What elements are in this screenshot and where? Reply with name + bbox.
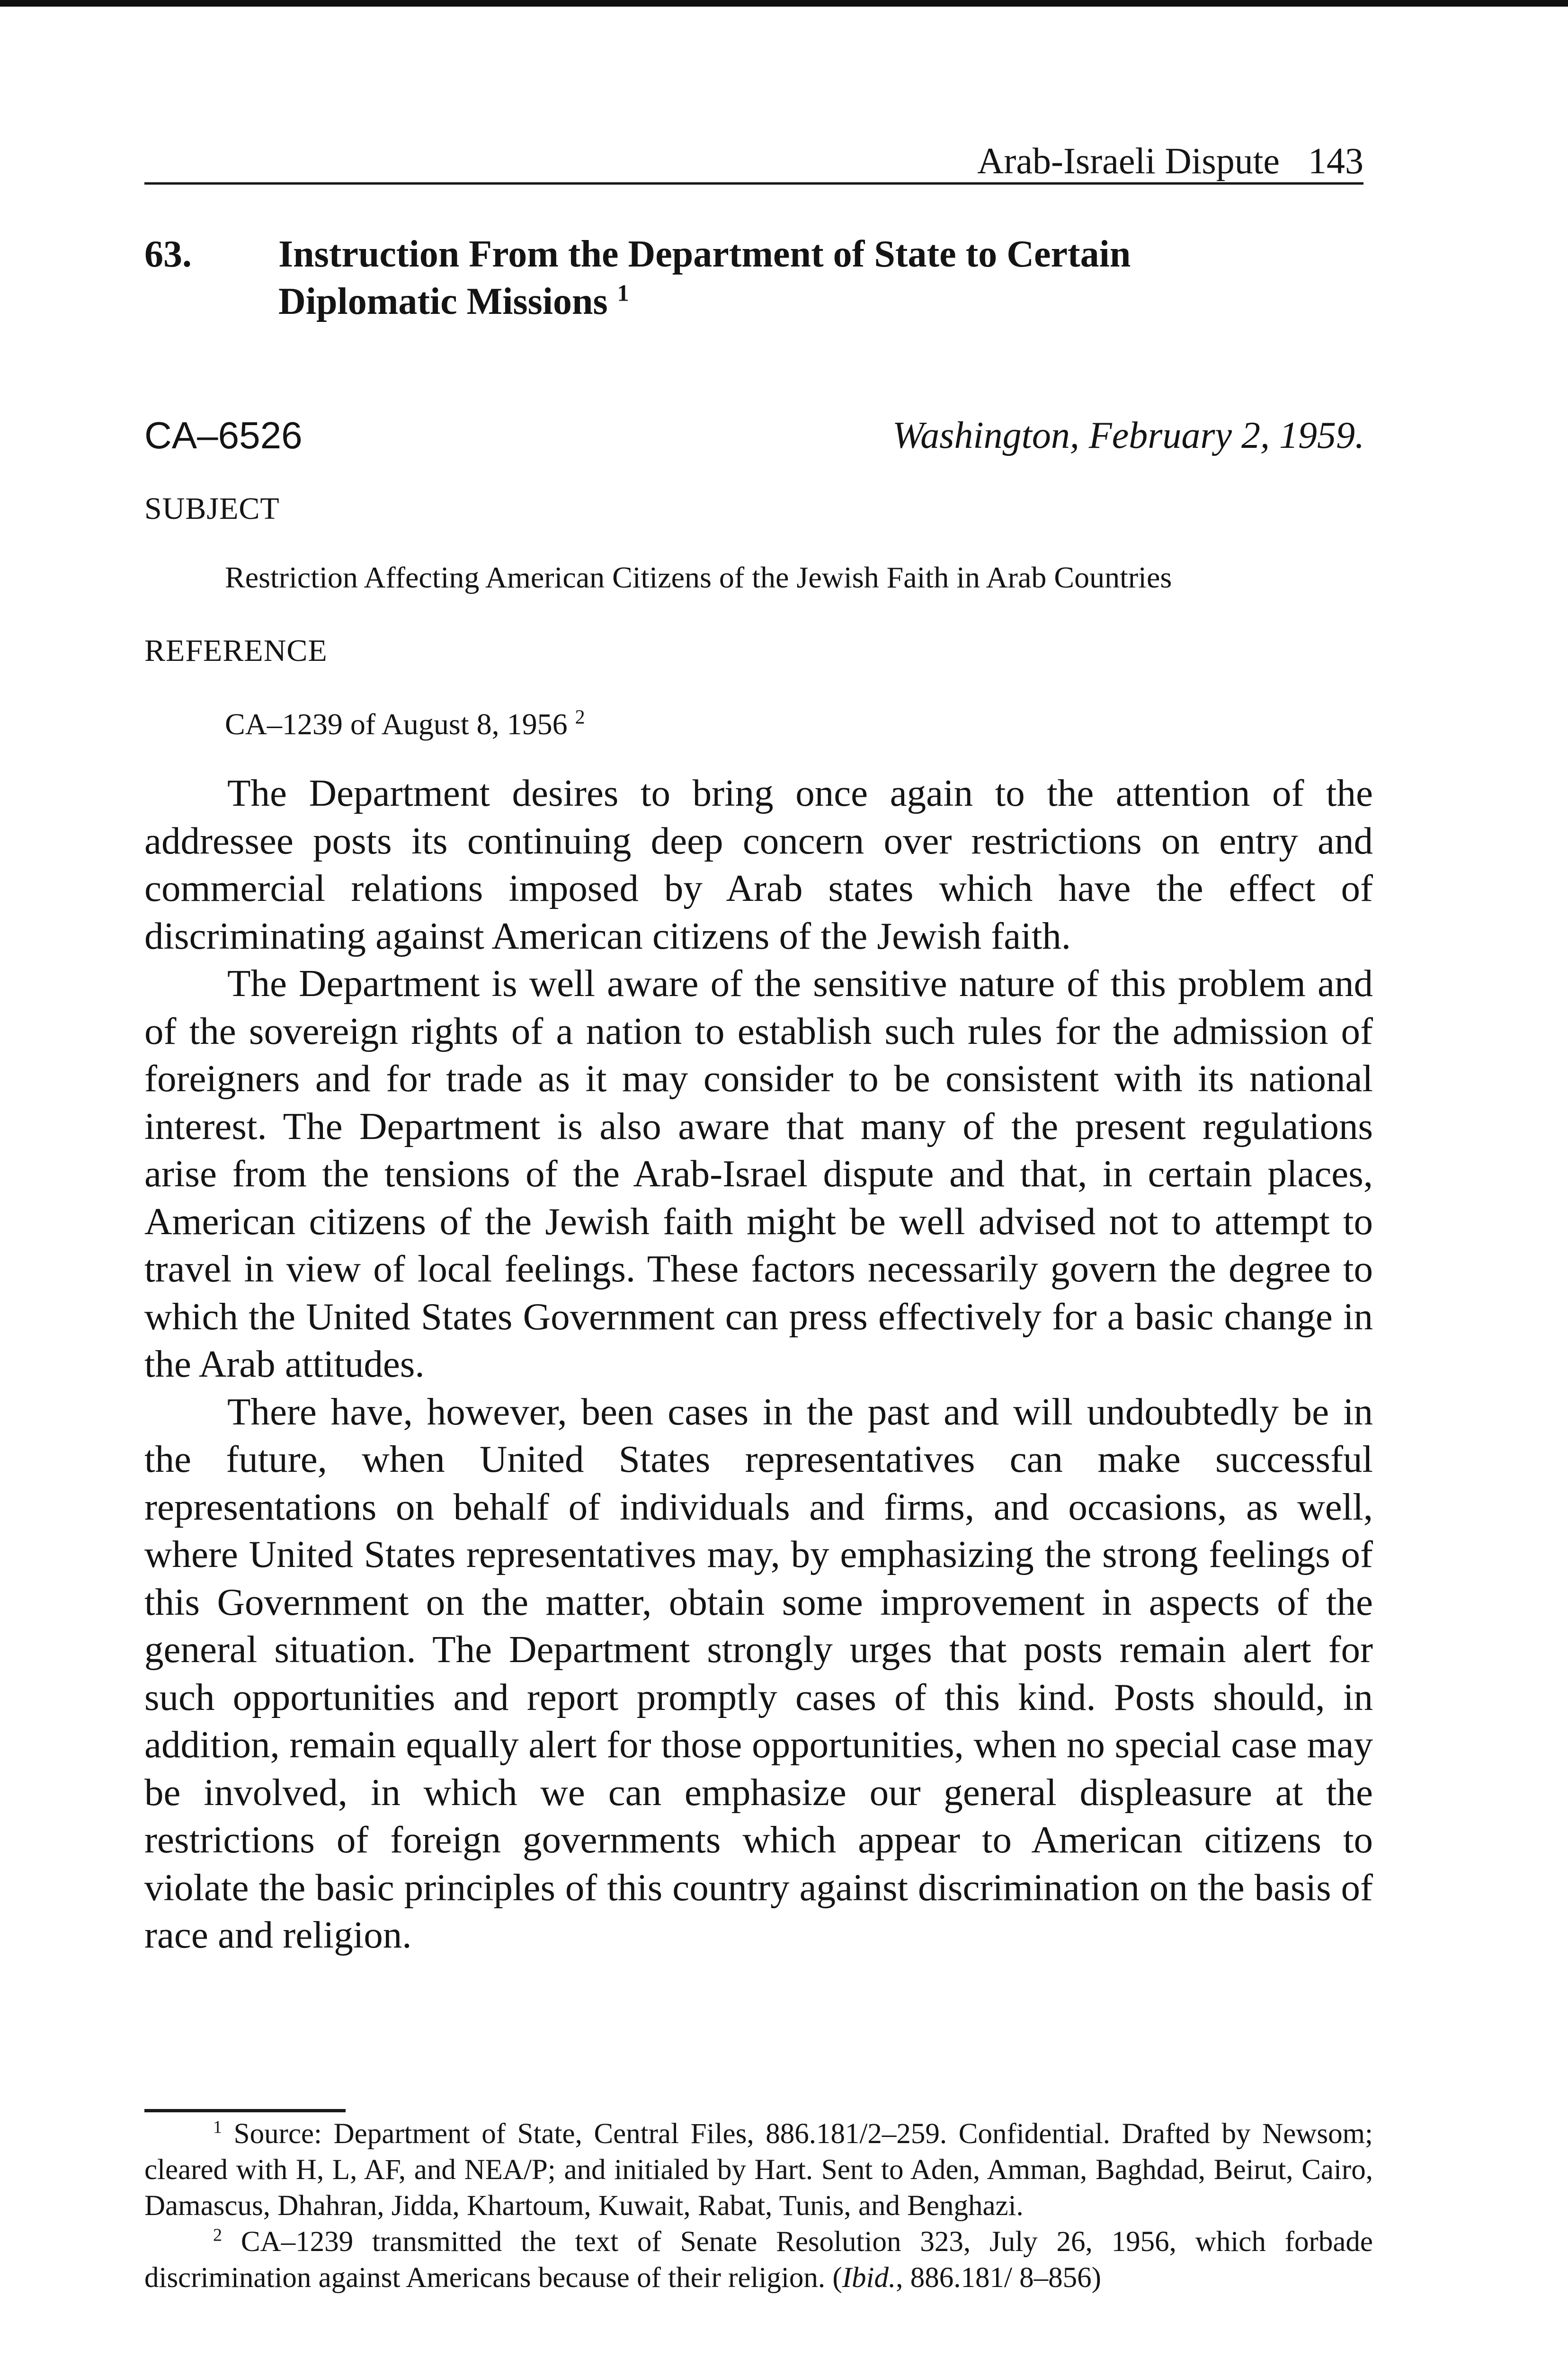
paragraph: There have, however, been cases in the past and will undoubtedly be in the future, when United States representatives can make successful representations on behalf of individuals and firms, and occasions, as well, where United States representatives may, by emphasizing the strong feelings of this Government on the matter, obtain some improvement in aspects of the general situation. The Department strongly urges that posts remain alert for such opportunities and report promptly cases of this kind. Posts should, in addition, remain equally alert for those opportunities, when no special case may be involved, in which we can emphasize our general displeasure at the restrictions of foreign governments which appear to American citizens to violate the basic principles of this country against discrimination on the basis of race and religion.: [144, 1390, 1373, 1956]
reference-value: CA–1239 of August 8, 1956: [225, 707, 568, 741]
place-date: Washington, February 2, 1959.: [892, 415, 1364, 456]
footnote-ref-1: 1: [617, 279, 629, 306]
document-id: CA–6526: [144, 414, 303, 456]
running-head: [144, 135, 1363, 187]
paragraph: The Department desires to bring once again to the attention of the addressee posts its continuing deep concern over restrictions on entry and commercial relations imposed by Arab states which have the effect of discriminating against American citizens of the Jewish faith.: [144, 772, 1373, 957]
document-title-line2: Diplomatic Missions: [278, 281, 608, 322]
body-text: [144, 769, 1373, 1959]
reference-label: REFERENCE: [144, 633, 328, 668]
footnote-2-text-a: CA–1239 transmitted the text of Senate Resolution 323, July 26, 1956, which forbade discrimination against Americans because of their religion. (: [144, 2226, 1373, 2294]
footnote-2-ibid: Ibid.: [842, 2262, 896, 2294]
header-rule: [144, 182, 1363, 185]
document-title-line1: Instruction From the Department of State to Certain: [278, 233, 1131, 275]
footnote-1-text: Source: Department of State, Central Files, 886.181/2–259. Confidential. Drafted by Newsom; cleared with H, L, AF, and NEA/P; and initialed by Hart. Sent to Aden, Amman, Baghdad, Beirut, Cairo, Damascus, Dhahran, Jidda, Khartoum, Kuwait, Rabat, Tunis, and Benghazi.: [144, 2118, 1373, 2222]
page-number: 143: [1308, 140, 1363, 181]
document-number: 63.: [144, 233, 192, 275]
paragraph: The Department is well aware of the sensitive nature of this problem and of the sovereign rights of a nation to establish such rules for the admission of foreigners and for trade as it may consider to be consistent with its national interest. The Department is also aware that many of the present regulations arise from the tensions of the Arab-Israel dispute and that, in certain places, American citizens of the Jewish faith might be well advised not to attempt to travel in view of local feelings. These factors necessarily govern the degree to which the United States Government can press effectively for a basic change in the Arab attitudes.: [144, 962, 1373, 1385]
reference-text: [225, 705, 585, 743]
subject-text: Restriction Affecting American Citizens of the Jewish Faith in Arab Countries: [225, 561, 1172, 594]
footnote-1-mark: 1: [213, 2117, 222, 2137]
document-title: [278, 231, 1367, 325]
footnote-2-mark: 2: [213, 2225, 222, 2245]
footnote-2: [144, 2224, 1373, 2296]
subject-label: SUBJECT: [144, 491, 280, 526]
footnotes: [144, 2116, 1373, 2296]
footnote-ref-2: 2: [575, 706, 585, 729]
footnote-2-text-b: , 886.181/ 8–856): [896, 2262, 1101, 2294]
running-head-title: Arab-Israeli Dispute: [977, 140, 1280, 181]
page-top-edge: [0, 0, 1568, 7]
footnote-1: [144, 2116, 1373, 2224]
footnote-rule: [144, 2109, 346, 2112]
